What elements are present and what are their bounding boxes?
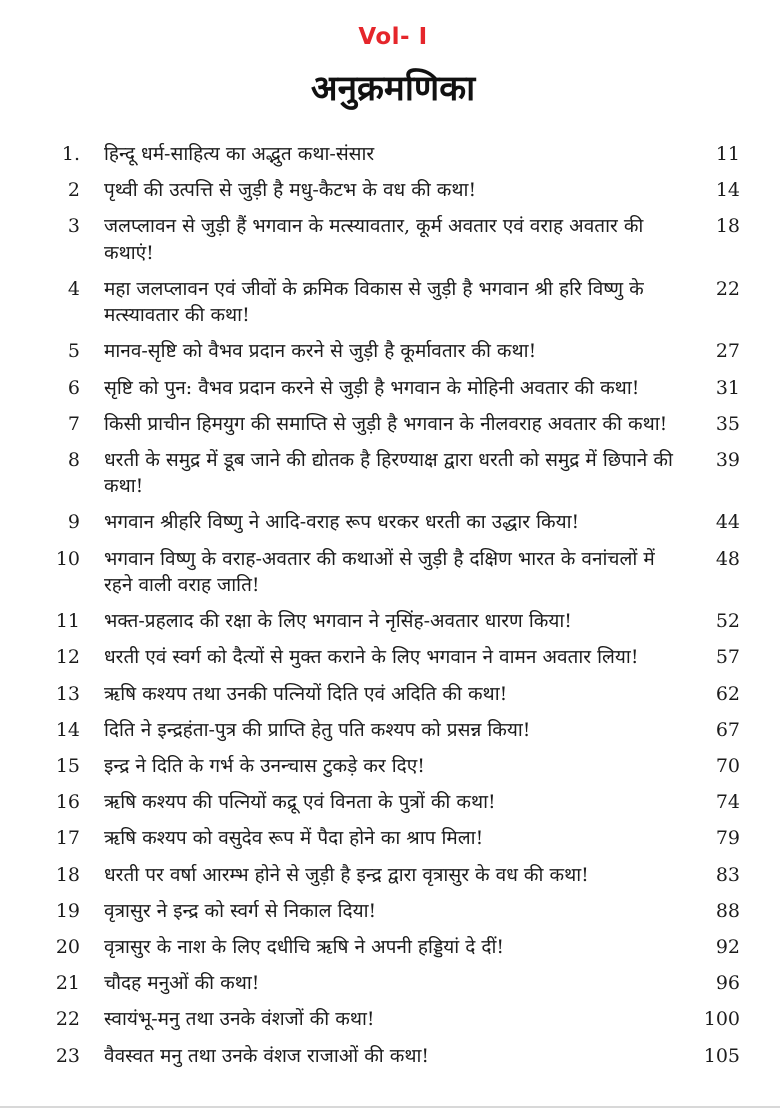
entry-page-number: 92: [715, 936, 740, 959]
entry-text: हिन्दू धर्म-साहित्य का अद्भुत कथा-संसार: [104, 143, 375, 165]
entry-number: 18: [55, 863, 80, 886]
entry-number: 17: [55, 827, 80, 850]
entry-page-number: 11: [715, 143, 740, 165]
entry-number: 4: [67, 277, 80, 300]
toc-entry: [46, 276, 740, 328]
entry-page-number: 96: [715, 972, 740, 995]
toc-entry: [46, 970, 740, 996]
toc-entry: [46, 447, 740, 499]
toc-entry: [46, 825, 740, 851]
entry-number: 6: [67, 376, 80, 399]
entry-number: 21: [55, 972, 80, 995]
toc-entry: [46, 681, 740, 707]
entry-text: धरती पर वर्षा आरम्भ होने से जुड़ी है इन्द्र द्वारा वृत्रासुर के वध की कथा!: [104, 863, 589, 886]
toc-entry: [46, 546, 740, 598]
entry-page-number: 62: [715, 682, 740, 705]
entry-page-number: 22: [715, 277, 740, 300]
page-title: अनुक्रमणिका: [310, 68, 476, 109]
entry-text: धरती के समुद्र में डूब जाने की द्योतक है हिरण्याक्ष द्वारा धरती को समुद्र में छिपाने की कथा!: [104, 448, 673, 498]
entry-text: चौदह मनुओं की कथा!: [104, 972, 260, 995]
entry-number: 14: [55, 718, 80, 741]
entry-page-number: 18: [715, 215, 740, 238]
entry-number: 15: [55, 754, 80, 777]
entry-text: भगवान श्रीहरि विष्णु ने आदि-वराह रूप धरकर धरती का उद्धार किया!: [104, 511, 580, 534]
entry-text: दिति ने इन्द्रहंता-पुत्र की प्राप्ति हेतु पति कश्यप को प्रसन्न किया!: [104, 718, 531, 741]
toc-entry: [46, 141, 740, 167]
entry-number: 22: [55, 1008, 80, 1031]
entry-page-number: 74: [715, 791, 740, 814]
toc-entry: [46, 753, 740, 779]
entry-number: 3: [67, 215, 80, 238]
toc-entry: [46, 338, 740, 364]
toc-entry: [46, 898, 740, 924]
entry-number: 12: [55, 646, 80, 669]
entry-number: 10: [55, 547, 80, 570]
entry-page-number: 100: [703, 1008, 740, 1031]
toc-entry: [46, 717, 740, 743]
entry-text: धरती एवं स्वर्ग को दैत्यों से मुक्त कराने के लिए भगवान ने वामन अवतार लिया!: [104, 646, 639, 669]
entry-page-number: 35: [715, 412, 740, 435]
entry-page-number: 14: [715, 179, 740, 202]
entry-page-number: 48: [715, 547, 740, 570]
entry-text: पृथ्वी की उत्पत्ति से जुड़ी है मधु-कैटभ के वध की कथा!: [104, 179, 477, 202]
entry-number: 19: [55, 899, 80, 922]
entry-number: 8: [67, 448, 80, 471]
toc-entry: [46, 375, 740, 401]
entry-text: जलप्लावन से जुड़ी हैं भगवान के मत्स्यावतार, कूर्म अवतार एवं वराह अवतार की कथाएं!: [104, 215, 644, 264]
toc-entry: [46, 644, 740, 670]
entry-number: 1.: [61, 143, 80, 165]
entry-text: वृत्रासुर ने इन्द्र को स्वर्ग से निकाल दिया!: [104, 899, 377, 922]
toc-entry: [46, 411, 740, 437]
entry-page-number: 52: [715, 610, 740, 633]
entry-text: मानव-सृष्टि को वैभव प्रदान करने से जुड़ी है कूर्मावतार की कथा!: [104, 340, 537, 363]
entry-text: सृष्टि को पुन: वैभव प्रदान करने से जुड़ी है भगवान के मोहिनी अवतार की कथा!: [104, 376, 640, 399]
toc-list: [46, 141, 740, 1069]
entry-page-number: 39: [715, 448, 740, 471]
entry-number: 2: [67, 179, 80, 202]
entry-number: 7: [67, 412, 80, 435]
toc-entry: [46, 177, 740, 203]
entry-number: 5: [67, 340, 80, 363]
entry-page-number: 70: [715, 754, 740, 777]
entry-page-number: 83: [715, 863, 740, 886]
entry-text: महा जलप्लावन एवं जीवों के क्रमिक विकास से जुड़ी है भगवान श्री हरि विष्णु के मत्स्यावतार की कथा!: [104, 277, 644, 327]
entry-page-number: 44: [715, 511, 740, 534]
entry-text: ऋषि कश्यप की पत्नियों कद्रू एवं विनता के पुत्रों की कथा!: [104, 791, 496, 814]
entry-page-number: 105: [703, 1044, 740, 1067]
entry-number: 23: [55, 1044, 80, 1067]
entry-number: 11: [55, 610, 80, 633]
toc-entry: [46, 789, 740, 815]
entry-text: भगवान विष्णु के वराह-अवतार की कथाओं से जुड़ी है दक्षिण भारत के वनांचलों में रहने वाली वराह जाति!: [104, 547, 655, 596]
entry-text: ऋषि कश्यप तथा उनकी पत्नियों दिति एवं अदिति की कथा!: [104, 682, 508, 705]
entry-text: वृत्रासुर के नाश के लिए दधीचि ऋषि ने अपनी हड्डियां दे दीं!: [104, 936, 504, 959]
entry-page-number: 57: [715, 646, 740, 669]
entry-page-number: 27: [715, 340, 740, 363]
volume-label: Vol- I: [358, 24, 428, 50]
entry-text: वैवस्वत मनु तथा उनके वंशज राजाओं की कथा!: [104, 1044, 430, 1067]
entry-page-number: 67: [715, 718, 740, 741]
toc-entry: [46, 1043, 740, 1069]
entry-page-number: 79: [715, 827, 740, 850]
toc-entry: [46, 934, 740, 960]
toc-entry: [46, 213, 740, 265]
entry-number: 13: [55, 682, 80, 705]
entry-number: 9: [67, 511, 80, 534]
entry-text: भक्त-प्रहलाद की रक्षा के लिए भगवान ने नृसिंह-अवतार धारण किया!: [104, 610, 572, 633]
entry-number: 16: [55, 791, 80, 814]
toc-entry: [46, 862, 740, 888]
toc-entry: [46, 1006, 740, 1032]
entry-number: 20: [55, 936, 80, 959]
entry-text: स्वायंभू-मनु तथा उनके वंशजों की कथा!: [104, 1008, 375, 1031]
entry-page-number: 88: [715, 899, 740, 922]
toc-entry: [46, 608, 740, 634]
toc-entry: [46, 509, 740, 535]
entry-text: ऋषि कश्यप को वसुदेव रूप में पैदा होने का श्राप मिला!: [104, 827, 484, 850]
entry-text: इन्द्र ने दिति के गर्भ के उनन्चास टुकड़े कर दिए!: [104, 754, 425, 777]
entry-text: किसी प्राचीन हिमयुग की समाप्ति से जुड़ी है भगवान के नीलवराह अवतार की कथा!: [104, 412, 668, 435]
entry-page-number: 31: [715, 376, 740, 399]
